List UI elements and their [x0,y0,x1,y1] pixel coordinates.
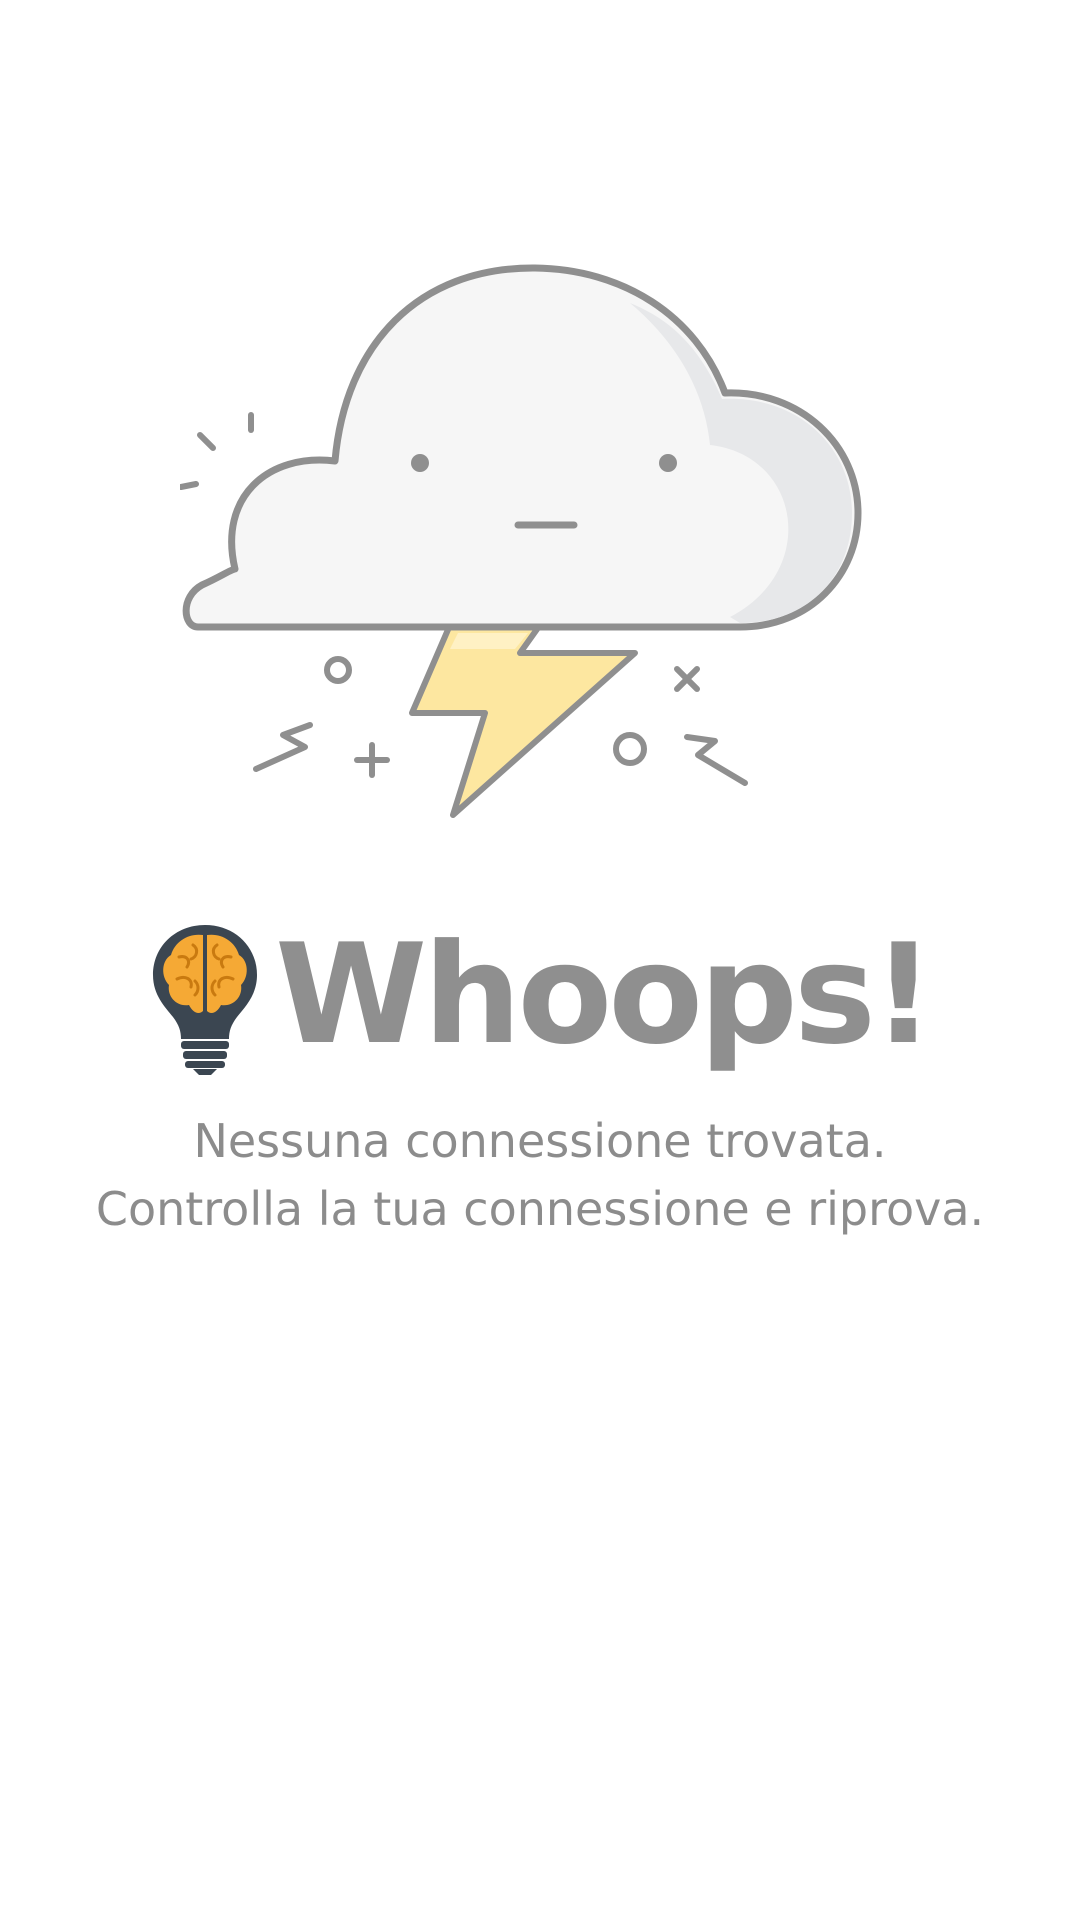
headline-row [0,915,1080,1075]
storm-cloud-icon [180,255,900,855]
error-message-line-1: Nessuna connessione trovata. [193,1114,887,1168]
error-message-line-2: Controlla la tua connessione e riprova. [95,1182,985,1236]
lightbulb-brain-icon [149,921,261,1075]
headline-title: Whoops! [275,914,931,1075]
error-message [0,1107,1080,1243]
